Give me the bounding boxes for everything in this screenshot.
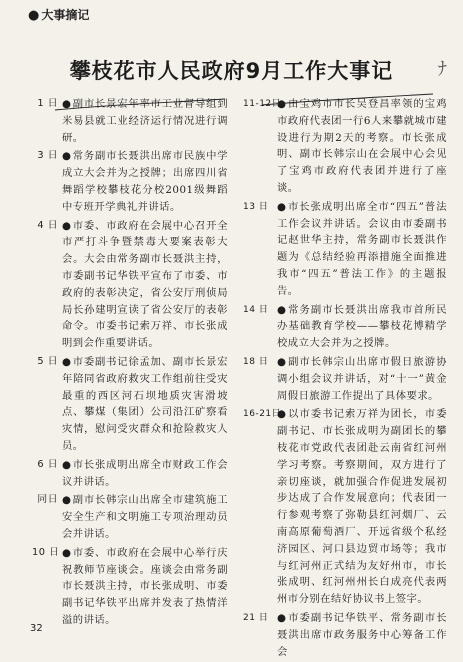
entry-item: [32, 492, 228, 542]
entry-text: ● 市长张成明出席全市“四五”普法工作会议并讲话。会议由市委副书记赵世华主持，常务副市长聂洪作题为《总结经验再添措施全面推进我市“四五”普法工作》的主题报告。: [277, 199, 447, 300]
entry-date: 18 日: [243, 356, 269, 367]
entry-date: 21 日: [243, 612, 269, 623]
entry-text: ● 市长张成明出席全市财政工作会议并讲话。: [62, 457, 228, 491]
entry-item: [243, 354, 447, 404]
left-column: [32, 96, 228, 631]
entry-item: [32, 148, 228, 215]
entry-date: 14 日: [243, 304, 269, 315]
page-title: 攀枝花市人民政府9月工作大事记: [69, 59, 394, 83]
entry-date: 6 日: [37, 458, 58, 470]
bullet-icon: ●: [28, 8, 40, 23]
entry-item: [243, 96, 447, 197]
entry-text: ● 副市长韩宗山出席市假日旅游协调小组会议并讲话，对“十一”黄金周假日旅游工作提出了具体要求。: [277, 354, 447, 404]
entry-date: 13 日: [243, 201, 269, 212]
entry-text: ● 常务副市长聂洪出席市民族中学成立大会并为之授牌；出席四川省舞蹈学校攀枝花分校2001级舞蹈中专班开学典礼并讲话。: [62, 148, 228, 215]
entry-date: 10 日: [32, 546, 60, 558]
entry-date: 3 日: [37, 150, 58, 162]
entry-date: 11-12日: [243, 99, 282, 109]
entry-text: ● 市委副书记华铁平、常务副市长聂洪出席市政务服务中心筹备工作会: [277, 610, 447, 660]
corner-mark: ﾅ: [438, 59, 447, 80]
page-number: 32: [30, 623, 43, 634]
entry-text: ● 市委、市政府在会展中心举行庆祝教师节座谈会。座谈会由常务副市长聂洪主持，市长张成明、市委副书记华铁平出席并发表了热情洋溢的讲话。: [62, 545, 228, 629]
entry-item: [243, 610, 447, 660]
entry-item: [243, 302, 447, 352]
entry-date: 5 日: [37, 355, 58, 367]
entry-text: ● 市委、市政府在会展中心召开全市严打斗争暨禁毒大要案表彰大会。大会由常务副市长聂洪主持，市委副书记华铁平宣布了市委、市政府的表彰决定，省公安厅刑侦局局长孙建明宣读了省公安厅的表彰命令。市委书记索万祥、市长张成明到会作重要讲话。: [62, 218, 228, 352]
entry-item: [243, 199, 447, 300]
entry-text: ● 以市委书记索万祥为团长，市委副书记、市长张成明为副团长的攀枝花市党政代表团赴云南省红河州学习考察。考察期间，双方进行了亲切座谈，就加强合作促进发展初步达成了合作发展意向；代表团一行参观考察了弥勒县红河烟厂、云南高原葡萄酒厂、开远省级个私经济园区、河口县边贸市场等；我市与红河州正式结为友好州市，市长张成明、红河州州长白成亮代表两州市分别在结好协议书上签字。: [277, 406, 447, 608]
entry-text: ● 副市长韩宗山出席全市建筑施工安全生产和文明施工专项治理动员会并讲话。: [62, 492, 228, 542]
entry-item: [243, 406, 447, 608]
entry-text: ● 市委副书记徐孟加、副市长景宏年陪同省政府救灾工作组前往受灾最重的西区河石坝地质灾害滑坡点、攀煤（集团）公司沿江矿察看灾情，慰问受灾群众和抢险救灾人员。: [62, 354, 228, 455]
right-column: [243, 96, 447, 662]
entry-item: [32, 354, 228, 455]
entry-date: 1 日: [37, 98, 58, 109]
entry-item: [32, 96, 228, 146]
entry-text: ● 常务副市长聂洪出席我市首所民办基础教育学校——攀枝花博精学校成立大会并为之授牌。: [277, 302, 447, 352]
entry-text: ● 由宝鸡市市长吴登昌率领的宝鸡市政府代表团一行6人来攀就城市建设进行为期2天的考察。市长张成明、副市长韩宗山在会展中心会见了宝鸡市政府代表团并进行了座谈。: [277, 96, 447, 197]
section-label: ● 大事摘记: [28, 8, 90, 23]
entry-date: 16-21日: [243, 409, 282, 420]
entry-date: 同日: [37, 494, 58, 506]
entry-item: [32, 218, 228, 352]
entry-text: ● 副市长景宏年率市工业督导组到米易县就工业经济运行情况进行调研。: [62, 96, 228, 146]
entry-item: [32, 545, 228, 629]
entry-item: [32, 457, 228, 491]
entry-date: 4 日: [37, 219, 58, 231]
